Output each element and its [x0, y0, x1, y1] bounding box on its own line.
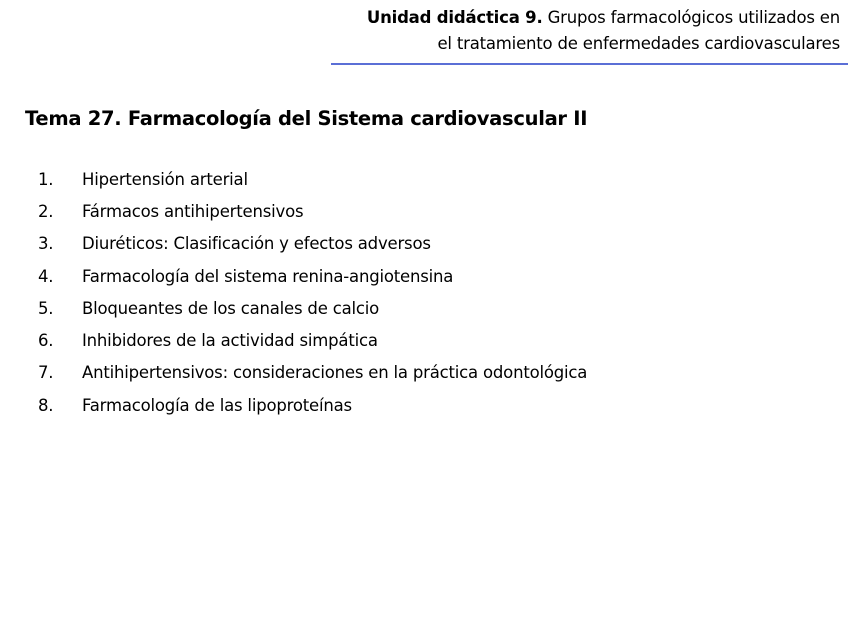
- page-title: Tema 27. Farmacología del Sistema cardiovascular II: [25, 107, 588, 130]
- list-item-text: Inhibidores de la actividad simpática: [82, 331, 378, 351]
- list-item-number: 6.: [38, 331, 54, 351]
- list-item-text: Farmacología del sistema renina-angiotensina: [82, 266, 454, 286]
- list-item: [38, 389, 587, 421]
- list-item-number: 5.: [38, 298, 54, 318]
- list-item-text: Bloqueantes de los canales de calcio: [82, 298, 380, 318]
- list-item-number: 3.: [38, 234, 54, 254]
- list-item-number: 7.: [38, 363, 54, 383]
- list-item-number: 8.: [38, 395, 54, 415]
- list-item-text: Farmacología de las lipoproteínas: [82, 395, 352, 415]
- list-item-number: 2.: [38, 201, 54, 221]
- list-item: [38, 357, 587, 389]
- unit-label: Unidad didáctica 9.: [366, 8, 543, 27]
- list-item: [38, 324, 587, 356]
- unit-title-line-2: el tratamiento de enfermedades cardiovasculares: [437, 34, 840, 53]
- list-item-number: 1.: [38, 169, 54, 189]
- list-item: [38, 195, 587, 227]
- list-item: [38, 163, 587, 195]
- list-item: [38, 292, 587, 324]
- unit-title-line-1: Grupos farmacológicos utilizados en: [542, 8, 840, 27]
- list-item: [38, 260, 587, 292]
- topic-list: [38, 163, 587, 421]
- list-item-text: Hipertensión arterial: [82, 169, 248, 189]
- header-divider: [331, 63, 848, 65]
- list-item-text: Fármacos antihipertensivos: [82, 201, 304, 221]
- list-item: [38, 228, 587, 260]
- list-item-number: 4.: [38, 266, 54, 286]
- unit-header: [320, 5, 840, 57]
- unit-header-line-1: [320, 5, 840, 31]
- list-item-text: Antihipertensivos: consideraciones en la práctica odontológica: [82, 363, 588, 383]
- list-item-text: Diuréticos: Clasificación y efectos adversos: [82, 234, 431, 254]
